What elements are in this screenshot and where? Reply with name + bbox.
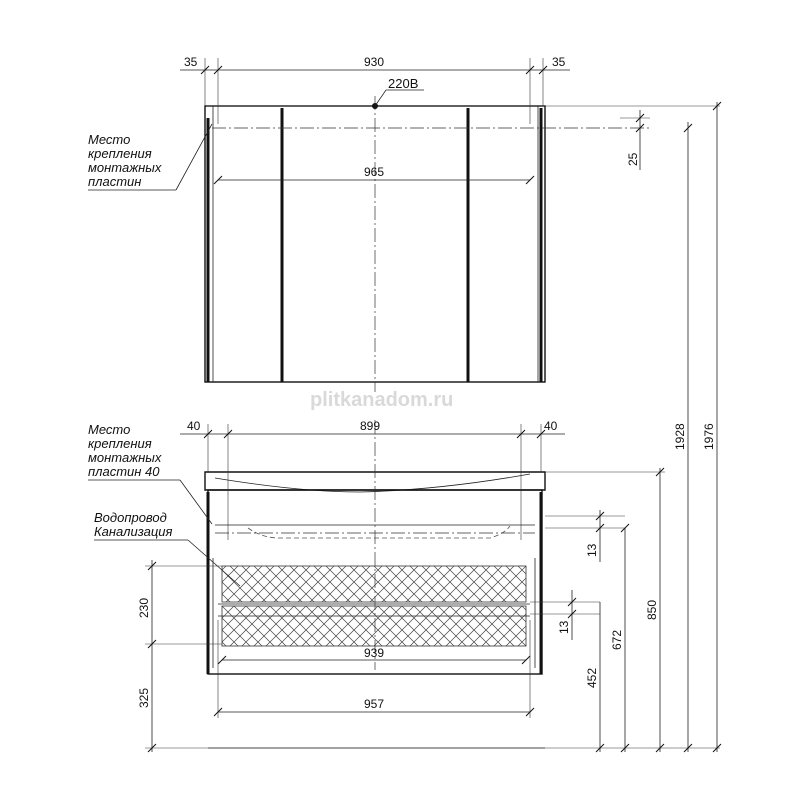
vanity-top-dimension-lines bbox=[180, 424, 565, 540]
vanity-cabinet bbox=[205, 420, 545, 674]
mount-label-top-line1: Место bbox=[88, 132, 131, 147]
pipes-label-water: Водопровод bbox=[94, 510, 167, 525]
dim-top-left: 35 bbox=[184, 55, 198, 69]
mount-label-top-line4: пластин bbox=[88, 174, 142, 189]
pipes-label-drain: Канализация bbox=[94, 524, 173, 539]
dim-h-672: 672 bbox=[610, 629, 624, 650]
dim-h-1976: 1976 bbox=[702, 423, 716, 450]
dim-outer-width: 957 bbox=[364, 697, 385, 711]
dim-h-850: 850 bbox=[645, 599, 659, 620]
dim-water-zone: 230 bbox=[137, 597, 151, 618]
mount-label-bottom-line2: крепления bbox=[88, 436, 152, 451]
pipes-label bbox=[94, 510, 240, 586]
dim-plate-span: 965 bbox=[364, 165, 385, 179]
left-dimension-lines bbox=[145, 560, 222, 752]
dim-h-452: 452 bbox=[585, 667, 599, 688]
dim-drawer-gap-2: 13 bbox=[557, 620, 571, 634]
dim-h-1928: 1928 bbox=[673, 423, 687, 450]
mount-label-top-line2: крепления bbox=[88, 146, 152, 161]
dim-inner-width: 939 bbox=[364, 646, 385, 660]
dim-top-right: 35 bbox=[552, 55, 566, 69]
watermark: plitkanadom.ru bbox=[310, 389, 454, 411]
mirror-cabinet bbox=[205, 90, 720, 392]
power-label: 220В bbox=[388, 76, 419, 91]
dim-top-width: 930 bbox=[364, 55, 385, 69]
right-dimension-lines bbox=[530, 102, 721, 752]
dim-drain-height: 325 bbox=[137, 687, 151, 708]
mount-label-bottom-line4: пластин 40 bbox=[88, 464, 160, 479]
mount-label-bottom-line1: Место bbox=[88, 422, 131, 437]
mount-label-bottom bbox=[88, 422, 212, 524]
mount-label-bottom-line3: монтажных bbox=[88, 450, 162, 465]
dim-cab-right: 40 bbox=[544, 419, 558, 433]
mount-label-top-line3: монтажных bbox=[88, 160, 162, 175]
mount-label-top bbox=[88, 124, 212, 190]
dim-drawer-gap-1: 13 bbox=[585, 543, 599, 557]
dim-cab-width: 899 bbox=[360, 419, 381, 433]
dim-plate-drop: 25 bbox=[626, 152, 640, 166]
dim-cab-left: 40 bbox=[187, 419, 201, 433]
